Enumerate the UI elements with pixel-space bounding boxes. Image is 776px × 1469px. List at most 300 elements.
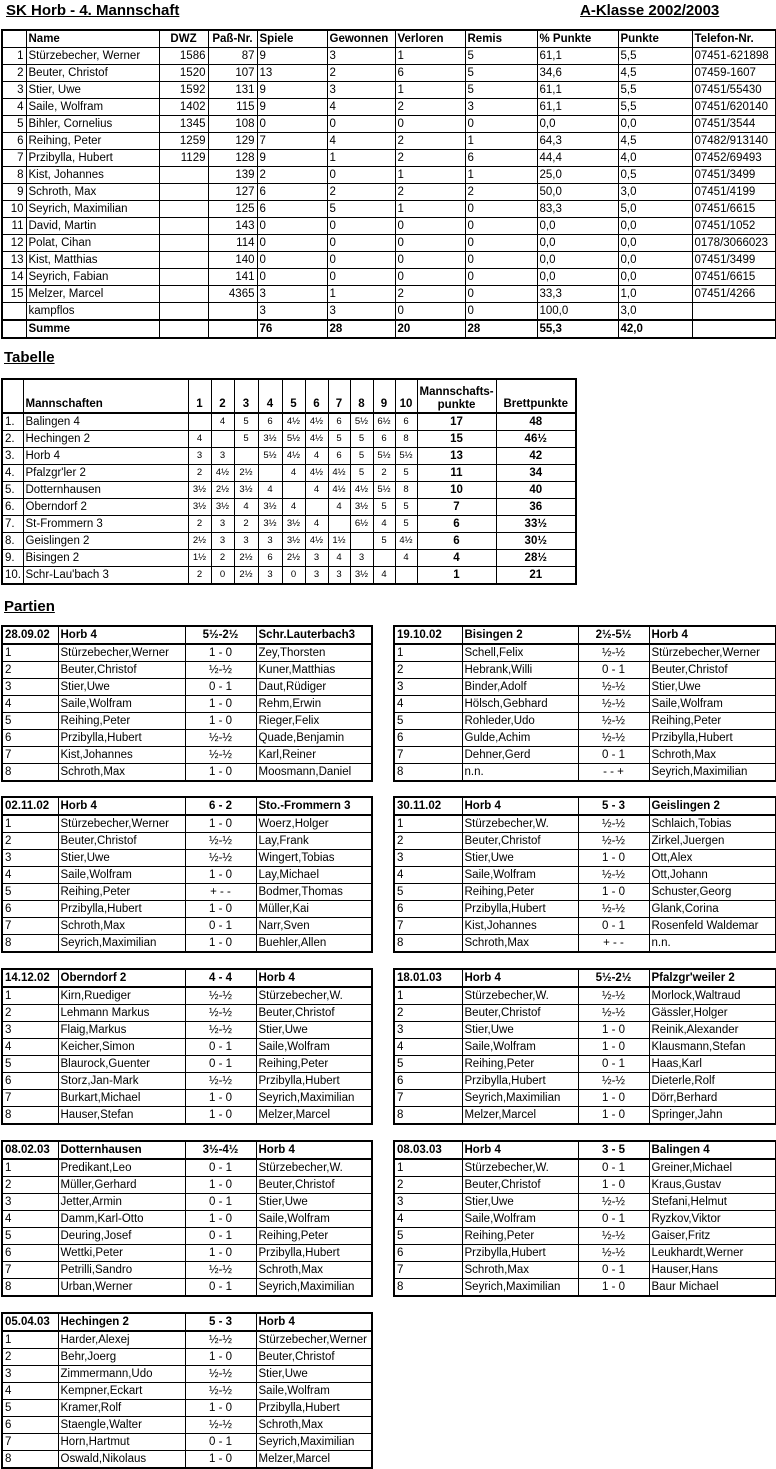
board-row xyxy=(394,1005,776,1022)
round-header: 9 xyxy=(373,379,395,413)
page-title: SK Horb - 4. Mannschaft xyxy=(6,2,180,19)
board-number: 8 xyxy=(2,1107,58,1125)
team-points: 11 xyxy=(417,465,496,482)
roster-row xyxy=(2,150,776,167)
roster-cell: 3 xyxy=(2,82,26,99)
board-number: 2 xyxy=(394,1177,462,1194)
rank: 5. xyxy=(2,482,23,499)
roster-cell: 07482/913140 xyxy=(692,133,776,150)
roster-cell: Beuter, Christof xyxy=(26,65,159,82)
match-table xyxy=(393,625,776,782)
away-player: Ott,Alex xyxy=(649,850,776,867)
rank: 10. xyxy=(2,567,23,585)
result-cell: 3 xyxy=(211,448,234,465)
standings-row xyxy=(2,499,576,516)
rank-header xyxy=(2,379,23,413)
board-result: ½-½ xyxy=(185,987,256,1005)
board-points: 42 xyxy=(496,448,576,465)
board-result: ½-½ xyxy=(185,1383,256,1400)
roster-cell: Polat, Cihan xyxy=(26,235,159,252)
board-number: 7 xyxy=(2,1090,58,1107)
board-result: 1 - 0 xyxy=(185,1211,256,1228)
roster-row xyxy=(2,252,776,269)
away-player: Beuter,Christof xyxy=(256,1177,372,1194)
match-header-row xyxy=(2,1313,372,1331)
roster-row xyxy=(2,99,776,116)
roster-cell: 115 xyxy=(208,99,257,116)
home-player: Beuter,Christof xyxy=(462,1005,578,1022)
result-cell: 3 xyxy=(211,516,234,533)
board-result: 1 - 0 xyxy=(185,1177,256,1194)
away-player: Kraus,Gustav xyxy=(649,1177,776,1194)
result-cell: 6 xyxy=(328,413,350,431)
board-row xyxy=(2,1107,372,1125)
board-row xyxy=(394,1159,776,1177)
board-number: 5 xyxy=(2,1056,58,1073)
roster-cell: 0 xyxy=(395,218,465,235)
result-cell: 3 xyxy=(211,533,234,550)
board-row xyxy=(394,1107,776,1125)
result-cell: 6 xyxy=(373,431,395,448)
sum-cell: 28 xyxy=(327,320,395,338)
away-player: Daut,Rüdiger xyxy=(256,679,372,696)
away-player: Quade,Benjamin xyxy=(256,730,372,747)
roster-sum-row xyxy=(2,320,776,338)
roster-cell: 0 xyxy=(465,252,537,269)
roster-cell: 07451/4199 xyxy=(692,184,776,201)
sum-cell xyxy=(692,320,776,338)
result-cell: 4 xyxy=(282,499,305,516)
team-name: Horb 4 xyxy=(23,448,188,465)
roster-cell: 07451/6615 xyxy=(692,269,776,286)
result-cell xyxy=(282,482,305,499)
roster-cell: 2 xyxy=(395,150,465,167)
home-player: Binder,Adolf xyxy=(462,679,578,696)
roster-cell: 1,0 xyxy=(618,286,692,303)
roster-cell: 107 xyxy=(208,65,257,82)
away-player: Stier,Uwe xyxy=(256,1194,372,1211)
board-row xyxy=(2,1279,372,1297)
home-player: Seyrich,Maximilian xyxy=(462,1090,578,1107)
board-number: 3 xyxy=(2,679,58,696)
away-player: Seyrich,Maximilian xyxy=(256,1279,372,1297)
away-player: Gaiser,Fritz xyxy=(649,1228,776,1245)
match-score: 2½-5½ xyxy=(578,626,649,644)
roster-cell: 0 xyxy=(327,252,395,269)
board-result: - - + xyxy=(578,764,649,782)
result-cell: 4½ xyxy=(328,482,350,499)
board-row xyxy=(2,1022,372,1039)
result-cell: 5½ xyxy=(282,431,305,448)
result-cell: 3 xyxy=(258,567,282,585)
board-result: 1 - 0 xyxy=(578,1279,649,1297)
sum-cell xyxy=(208,320,257,338)
board-number: 7 xyxy=(394,1090,462,1107)
column-header: DWZ xyxy=(159,30,208,48)
home-player: Harder,Alexej xyxy=(58,1331,185,1349)
home-player: Flaig,Markus xyxy=(58,1022,185,1039)
result-cell: 3 xyxy=(305,550,328,567)
result-cell: 2 xyxy=(373,465,395,482)
match-header-row xyxy=(394,797,776,815)
roster-cell: 0 xyxy=(327,269,395,286)
away-player: n.n. xyxy=(649,935,776,953)
away-player: Morlock,Waltraud xyxy=(649,987,776,1005)
roster-cell xyxy=(159,286,208,303)
board-points: 28½ xyxy=(496,550,576,567)
result-cell xyxy=(395,567,417,585)
board-result: ½-½ xyxy=(185,1366,256,1383)
match-score: 6 - 2 xyxy=(185,797,256,815)
roster-cell: 3 xyxy=(327,303,395,321)
roster-cell: 0,0 xyxy=(537,218,618,235)
home-player: Storz,Jan-Mark xyxy=(58,1073,185,1090)
home-player: Stürzebecher,W. xyxy=(462,1159,578,1177)
result-cell: 2 xyxy=(188,567,211,585)
roster-cell: 2 xyxy=(395,133,465,150)
board-result: ½-½ xyxy=(185,1022,256,1039)
away-player: Rieger,Felix xyxy=(256,713,372,730)
board-result: 1 - 0 xyxy=(578,1090,649,1107)
away-player: Stier,Uwe xyxy=(649,679,776,696)
home-team: Horb 4 xyxy=(462,1141,578,1159)
standings-row xyxy=(2,567,576,585)
match-date: 14.12.02 xyxy=(2,969,58,987)
match-date: 08.03.03 xyxy=(394,1141,462,1159)
roster-row xyxy=(2,201,776,218)
roster-cell: 131 xyxy=(208,82,257,99)
board-number: 3 xyxy=(2,1366,58,1383)
roster-cell: 3 xyxy=(327,48,395,65)
match-header-row xyxy=(394,1141,776,1159)
board-number: 7 xyxy=(2,1434,58,1451)
away-player: Zey,Thorsten xyxy=(256,644,372,662)
result-cell: 4½ xyxy=(305,533,328,550)
board-number: 1 xyxy=(2,644,58,662)
home-player: Damm,Karl-Otto xyxy=(58,1211,185,1228)
result-cell: 2½ xyxy=(234,550,258,567)
result-cell: 4 xyxy=(282,465,305,482)
roster-cell: 9 xyxy=(2,184,26,201)
result-cell: 4 xyxy=(305,516,328,533)
roster-cell: 0,0 xyxy=(537,235,618,252)
sum-cell: Summe xyxy=(26,320,159,338)
roster-cell: 13 xyxy=(257,65,327,82)
roster-cell: 5,5 xyxy=(618,99,692,116)
board-row xyxy=(2,1331,372,1349)
roster-cell: 5 xyxy=(2,116,26,133)
board-number: 5 xyxy=(2,884,58,901)
board-number: 4 xyxy=(2,1211,58,1228)
board-number: 5 xyxy=(2,713,58,730)
board-row xyxy=(2,1005,372,1022)
roster-cell: 140 xyxy=(208,252,257,269)
board-row xyxy=(2,1245,372,1262)
board-number: 7 xyxy=(394,1262,462,1279)
board-number: 1 xyxy=(394,644,462,662)
roster-cell: 14 xyxy=(2,269,26,286)
home-team: Dotternhausen xyxy=(58,1141,185,1159)
result-cell xyxy=(350,533,373,550)
roster-cell: 1129 xyxy=(159,150,208,167)
roster-cell: 07452/69493 xyxy=(692,150,776,167)
home-player: Beuter,Christof xyxy=(462,1177,578,1194)
board-result: ½-½ xyxy=(185,730,256,747)
roster-row xyxy=(2,65,776,82)
result-cell: 6½ xyxy=(350,516,373,533)
away-team: Horb 4 xyxy=(256,969,372,987)
result-cell: 4 xyxy=(373,567,395,585)
away-player: Seyrich,Maximilian xyxy=(256,1434,372,1451)
roster-cell: 1586 xyxy=(159,48,208,65)
board-row xyxy=(394,918,776,935)
away-team: Schr.Lauterbach3 xyxy=(256,626,372,644)
board-row xyxy=(394,833,776,850)
board-row xyxy=(394,1056,776,1073)
match-table xyxy=(393,1140,776,1297)
roster-cell: 07451/3499 xyxy=(692,167,776,184)
sum-cell: 42,0 xyxy=(618,320,692,338)
board-points: 36 xyxy=(496,499,576,516)
board-number: 7 xyxy=(394,918,462,935)
roster-cell: 1345 xyxy=(159,116,208,133)
standings-row xyxy=(2,431,576,448)
board-number: 2 xyxy=(2,1177,58,1194)
board-number: 3 xyxy=(394,679,462,696)
home-player: Kirn,Ruediger xyxy=(58,987,185,1005)
sum-cell: 20 xyxy=(395,320,465,338)
board-number: 4 xyxy=(2,1383,58,1400)
roster-cell: 0 xyxy=(465,286,537,303)
home-player: Stier,Uwe xyxy=(462,1022,578,1039)
result-cell: 2 xyxy=(188,516,211,533)
roster-cell: Kist, Matthias xyxy=(26,252,159,269)
match-score: 5½-2½ xyxy=(185,626,256,644)
board-points: 40 xyxy=(496,482,576,499)
home-player: Stürzebecher,Werner xyxy=(58,644,185,662)
board-points: 21 xyxy=(496,567,576,585)
roster-cell: 2 xyxy=(395,99,465,116)
result-cell: 3 xyxy=(350,550,373,567)
home-player: Reihing,Peter xyxy=(462,1056,578,1073)
roster-cell: 3 xyxy=(327,82,395,99)
result-cell: 4½ xyxy=(282,448,305,465)
match-table xyxy=(1,1140,373,1297)
board-result: ½-½ xyxy=(578,730,649,747)
away-player: Schroth,Max xyxy=(256,1417,372,1434)
away-player: Rehm,Erwin xyxy=(256,696,372,713)
roster-cell: 6 xyxy=(257,184,327,201)
board-result: 0 - 1 xyxy=(185,1056,256,1073)
match-date: 19.10.02 xyxy=(394,626,462,644)
board-result: ½-½ xyxy=(185,1005,256,1022)
away-player: Beuter,Christof xyxy=(649,662,776,679)
board-result: 1 - 0 xyxy=(185,696,256,713)
board-row xyxy=(2,764,372,782)
match-score: 4 - 4 xyxy=(185,969,256,987)
home-player: Przibylla,Hubert xyxy=(462,901,578,918)
board-row xyxy=(2,935,372,953)
standings-row xyxy=(2,482,576,499)
result-cell: 3½ xyxy=(350,567,373,585)
result-cell: 5 xyxy=(395,516,417,533)
round-header: 4 xyxy=(258,379,282,413)
board-result: ½-½ xyxy=(578,1194,649,1211)
result-cell: 3½ xyxy=(282,516,305,533)
board-result: ½-½ xyxy=(578,987,649,1005)
roster-cell xyxy=(159,167,208,184)
board-number: 2 xyxy=(394,662,462,679)
roster-cell: 0 xyxy=(465,235,537,252)
away-player: Greiner,Michael xyxy=(649,1159,776,1177)
board-row xyxy=(394,987,776,1005)
home-player: Stier,Uwe xyxy=(462,850,578,867)
roster-cell: 7 xyxy=(2,150,26,167)
away-player: Stier,Uwe xyxy=(256,1022,372,1039)
board-result: ½-½ xyxy=(185,1262,256,1279)
roster-cell: 0 xyxy=(395,116,465,133)
board-result: + - - xyxy=(578,935,649,953)
board-number: 4 xyxy=(2,696,58,713)
result-cell: 4½ xyxy=(350,482,373,499)
board-row xyxy=(394,747,776,764)
board-row xyxy=(2,1159,372,1177)
board-row xyxy=(2,1194,372,1211)
result-cell: 3½ xyxy=(258,499,282,516)
home-team: Hechingen 2 xyxy=(58,1313,185,1331)
roster-cell: David, Martin xyxy=(26,218,159,235)
result-cell: 4 xyxy=(211,413,234,431)
roster-cell: 127 xyxy=(208,184,257,201)
home-player: Beuter,Christof xyxy=(58,662,185,679)
result-cell: 6½ xyxy=(373,413,395,431)
board-number: 1 xyxy=(2,1159,58,1177)
result-cell: 6 xyxy=(258,413,282,431)
home-player: Zimmermann,Udo xyxy=(58,1366,185,1383)
board-number: 3 xyxy=(394,1194,462,1211)
away-player: Schlaich,Tobias xyxy=(649,815,776,833)
roster-cell: 1 xyxy=(395,167,465,184)
round-header: 6 xyxy=(305,379,328,413)
away-player: Reihing,Peter xyxy=(256,1228,372,1245)
home-player: Hauser,Stefan xyxy=(58,1107,185,1125)
away-player: Lay,Frank xyxy=(256,833,372,850)
board-number: 5 xyxy=(394,884,462,901)
roster-cell: 3 xyxy=(257,286,327,303)
team-points: 4 xyxy=(417,550,496,567)
result-cell: 5 xyxy=(234,413,258,431)
home-player: Wettki,Peter xyxy=(58,1245,185,1262)
away-player: Przibylla,Hubert xyxy=(256,1245,372,1262)
roster-cell: 61,1 xyxy=(537,48,618,65)
match-header-row xyxy=(2,797,372,815)
roster-cell: 4 xyxy=(2,99,26,116)
home-player: Keicher,Simon xyxy=(58,1039,185,1056)
roster-cell: 4,5 xyxy=(618,65,692,82)
match-table xyxy=(1,968,373,1125)
home-player: Schroth,Max xyxy=(58,918,185,935)
match-header-row xyxy=(394,626,776,644)
team-points: 6 xyxy=(417,533,496,550)
board-row xyxy=(2,1262,372,1279)
away-player: Stürzebecher,Werner xyxy=(256,1331,372,1349)
board-result: 0 - 1 xyxy=(578,1211,649,1228)
board-points: 46½ xyxy=(496,431,576,448)
home-player: Hebrank,Willi xyxy=(462,662,578,679)
roster-cell: Kist, Johannes xyxy=(26,167,159,184)
board-result: 0 - 1 xyxy=(578,1262,649,1279)
home-player: Kramer,Rolf xyxy=(58,1400,185,1417)
roster-cell: 0 xyxy=(465,116,537,133)
roster-cell: 0 xyxy=(327,167,395,184)
result-cell: 5 xyxy=(350,431,373,448)
roster-cell: 12 xyxy=(2,235,26,252)
home-player: Burkart,Michael xyxy=(58,1090,185,1107)
roster-cell xyxy=(159,235,208,252)
board-number: 4 xyxy=(394,696,462,713)
board-row xyxy=(2,1228,372,1245)
away-player: Reinik,Alexander xyxy=(649,1022,776,1039)
home-player: Beuter,Christof xyxy=(58,833,185,850)
column-header: Gewonnen xyxy=(327,30,395,48)
board-number: 7 xyxy=(394,747,462,764)
board-number: 2 xyxy=(2,1005,58,1022)
board-result: 1 - 0 xyxy=(185,1349,256,1366)
board-number: 3 xyxy=(2,850,58,867)
board-number: 7 xyxy=(2,747,58,764)
home-player: Dehner,Gerd xyxy=(462,747,578,764)
board-row xyxy=(2,884,372,901)
board-row xyxy=(2,918,372,935)
roster-cell: 1 xyxy=(2,48,26,65)
result-cell: 4 xyxy=(234,499,258,516)
board-number: 6 xyxy=(2,730,58,747)
result-cell: 8 xyxy=(395,431,417,448)
home-player: Kist,Johannes xyxy=(58,747,185,764)
board-number: 3 xyxy=(2,1194,58,1211)
away-player: Stier,Uwe xyxy=(256,1366,372,1383)
away-player: Karl,Reiner xyxy=(256,747,372,764)
roster-cell: 87 xyxy=(208,48,257,65)
board-number: 1 xyxy=(394,815,462,833)
column-header: Paß-Nr. xyxy=(208,30,257,48)
board-row xyxy=(2,713,372,730)
away-player: Beuter,Christof xyxy=(256,1005,372,1022)
away-player: Glank,Corina xyxy=(649,901,776,918)
result-cell: 5 xyxy=(373,499,395,516)
roster-cell: 1 xyxy=(327,150,395,167)
board-result: 0 - 1 xyxy=(185,1039,256,1056)
away-player: Hauser,Hans xyxy=(649,1262,776,1279)
roster-cell: 07459-1607 xyxy=(692,65,776,82)
standings-row xyxy=(2,448,576,465)
roster-cell: 07451-621898 xyxy=(692,48,776,65)
roster-row xyxy=(2,133,776,150)
home-player: Petrilli,Sandro xyxy=(58,1262,185,1279)
sum-cell xyxy=(2,320,26,338)
board-row xyxy=(394,884,776,901)
roster-cell: 9 xyxy=(257,48,327,65)
column-header: Punkte xyxy=(618,30,692,48)
board-number: 1 xyxy=(2,987,58,1005)
board-row xyxy=(2,1417,372,1434)
home-player: Reihing,Peter xyxy=(462,1228,578,1245)
roster-cell: 4365 xyxy=(208,286,257,303)
away-player: Stürzebecher,Werner xyxy=(649,644,776,662)
home-player: Müller,Gerhard xyxy=(58,1177,185,1194)
roster-cell: 07451/6615 xyxy=(692,201,776,218)
board-number: 6 xyxy=(394,901,462,918)
